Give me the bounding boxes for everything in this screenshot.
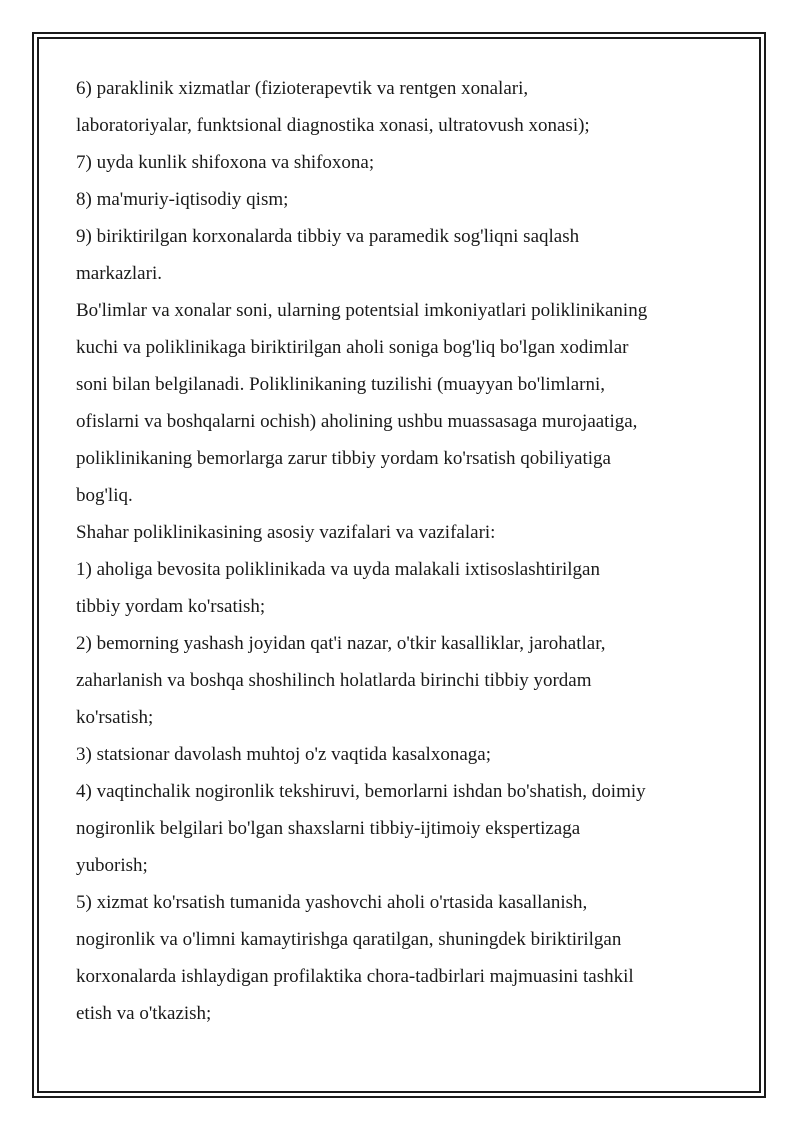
text-line: 5) xizmat ko'rsatish tumanida yashovchi aholi o'rtasida kasallanish, (76, 892, 588, 913)
text-line: poliklinikaning bemorlarga zarur tibbiy yordam ko'rsatish qobiliyatiga (76, 448, 611, 469)
text-line: soni bilan belgilanadi. Poliklinikaning tuzilishi (muayyan bo'limlarni, (76, 374, 606, 395)
document-body (76, 70, 736, 1032)
text-line: markazlari. (76, 263, 162, 284)
text-line: 2) bemorning yashash joyidan qat'i nazar, o'tkir kasalliklar, jarohatlar, (76, 633, 606, 654)
text-line: bog'liq. (76, 485, 133, 506)
text-line: ko'rsatish; (76, 707, 154, 728)
text-line: 4) vaqtinchalik nogironlik tekshiruvi, bemorlarni ishdan bo'shatish, doimiy (76, 781, 646, 802)
text-line: ofislarni va boshqalarni ochish) aholining ushbu muassasaga murojaatiga, (76, 411, 638, 432)
text-line: Bo'limlar va xonalar soni, ularning potentsial imkoniyatlari poliklinikaning (76, 300, 648, 321)
text-line: nogironlik va o'limni kamaytirishga qaratilgan, shuningdek biriktirilgan (76, 929, 622, 950)
text-line: 3) statsionar davolash muhtoj o'z vaqtida kasalxonaga; (76, 744, 491, 765)
text-line: kuchi va poliklinikaga biriktirilgan aholi soniga bog'liq bo'lgan xodimlar (76, 337, 629, 358)
text-line: nogironlik belgilari bo'lgan shaxslarni tibbiy-ijtimoiy ekspertizaga (76, 818, 581, 839)
text-line: 8) ma'muriy-iqtisodiy qism; (76, 189, 289, 210)
text-line: 1) aholiga bevosita poliklinikada va uyda malakali ixtisoslashtirilgan (76, 559, 600, 580)
text-line: 7) uyda kunlik shifoxona va shifoxona; (76, 152, 375, 173)
text-line: 6) paraklinik xizmatlar (fizioterapevtik va rentgen xonalari, (76, 78, 529, 99)
text-line: etish va o'tkazish; (76, 1003, 212, 1024)
text-line: tibbiy yordam ko'rsatish; (76, 596, 266, 617)
text-line: 9) biriktirilgan korxonalarda tibbiy va paramedik sog'liqni saqlash (76, 226, 580, 247)
text-line: laboratoriyalar, funktsional diagnostika xonasi, ultratovush xonasi); (76, 115, 590, 136)
text-line: zaharlanish va boshqa shoshilinch holatlarda birinchi tibbiy yordam (76, 670, 592, 691)
text-line: Shahar poliklinikasining asosiy vazifalari va vazifalari: (76, 522, 496, 543)
text-line: korxonalarda ishlaydigan profilaktika chora-tadbirlari majmuasini tashkil (76, 966, 634, 987)
text-line: yuborish; (76, 855, 148, 876)
